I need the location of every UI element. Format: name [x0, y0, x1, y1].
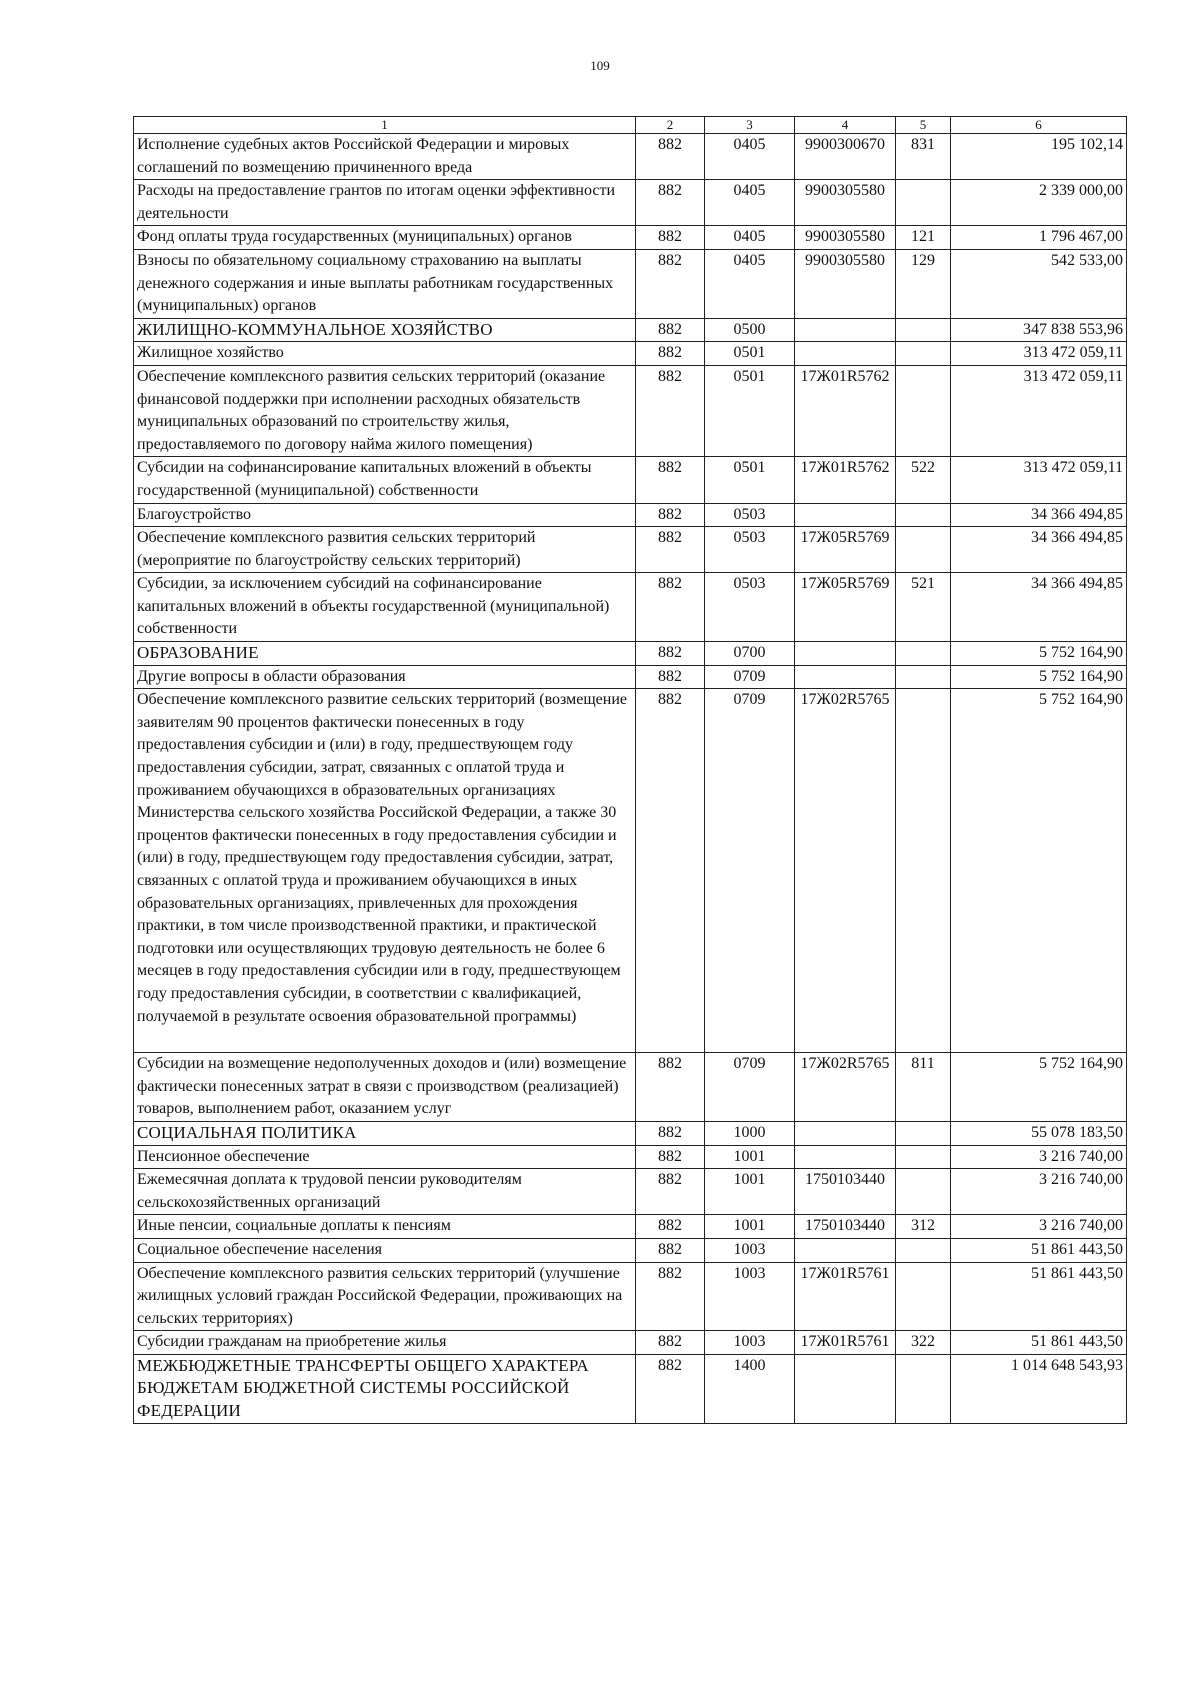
row-section-cell: 0503 [705, 503, 795, 527]
column-header: 5 [896, 117, 951, 134]
table-row [134, 457, 1127, 503]
row-name-cell: Обеспечение комплексного развития сельских территорий (оказание финансовой поддержки при исполнении расходных обязательств муниципальных образований по строительству жилья, предоставляемого по договору найма жилого помещения) [134, 365, 636, 456]
table-row [134, 503, 1127, 527]
row-target-cell: 17Ж01R5761 [795, 1262, 896, 1331]
row-expense-type-cell [896, 1238, 951, 1262]
row-name-cell: Обеспечение комплексного развития сельских территорий (улучшение жилищных условий граждан Российской Федерации, проживающих на сельских территориях) [134, 1262, 636, 1331]
table-row [134, 1215, 1127, 1239]
row-name-cell: Субсидии на софинансирование капитальных вложений в объекты государственной (муниципальной) собственности [134, 457, 636, 503]
row-amount-cell: 51 861 443,50 [951, 1262, 1127, 1331]
row-amount-cell: 1 796 467,00 [951, 226, 1127, 250]
row-target-cell: 17Ж05R5769 [795, 527, 896, 573]
row-ministry-cell: 882 [636, 1262, 705, 1331]
row-expense-type-cell [896, 180, 951, 226]
table-row [134, 1169, 1127, 1215]
row-section-cell: 1003 [705, 1331, 795, 1355]
row-target-cell [795, 1354, 896, 1423]
table-row [134, 1121, 1127, 1145]
row-expense-type-cell [896, 1145, 951, 1169]
row-ministry-cell: 882 [636, 1354, 705, 1423]
row-ministry-cell: 882 [636, 134, 705, 180]
row-name-cell: Пенсионное обеспечение [134, 1145, 636, 1169]
row-expense-type-cell: 831 [896, 134, 951, 180]
row-expense-type-cell [896, 318, 951, 342]
row-section-cell: 0709 [705, 665, 795, 689]
row-expense-type-cell [896, 503, 951, 527]
row-amount-cell: 313 472 059,11 [951, 365, 1127, 456]
row-amount-cell: 542 533,00 [951, 249, 1127, 318]
row-expense-type-cell [896, 689, 951, 1053]
row-amount-cell: 51 861 443,50 [951, 1331, 1127, 1355]
row-target-cell [795, 642, 896, 666]
row-ministry-cell: 882 [636, 573, 705, 642]
row-amount-cell: 5 752 164,90 [951, 689, 1127, 1053]
table-row [134, 249, 1127, 318]
row-section-cell: 0501 [705, 342, 795, 366]
page-number: 109 [590, 58, 610, 73]
table-row [134, 1354, 1127, 1423]
row-ministry-cell: 882 [636, 527, 705, 573]
row-ministry-cell: 882 [636, 503, 705, 527]
row-ministry-cell: 882 [636, 180, 705, 226]
budget-table [133, 116, 1127, 1424]
row-expense-type-cell [896, 1354, 951, 1423]
table-row [134, 180, 1127, 226]
row-section-cell: 0405 [705, 180, 795, 226]
row-name-cell: Обеспечение комплексного развития сельских территорий (мероприятие по благоустройству сельских территорий) [134, 527, 636, 573]
row-target-cell: 1750103440 [795, 1215, 896, 1239]
row-amount-cell: 34 366 494,85 [951, 503, 1127, 527]
row-target-cell [795, 503, 896, 527]
row-name-cell: Субсидии, за исключением субсидий на софинансирование капитальных вложений в объекты государственной (муниципальной) собственности [134, 573, 636, 642]
row-amount-cell: 313 472 059,11 [951, 457, 1127, 503]
column-header: 4 [795, 117, 896, 134]
row-section-cell: 0405 [705, 134, 795, 180]
row-amount-cell: 3 216 740,00 [951, 1215, 1127, 1239]
row-section-cell: 1001 [705, 1145, 795, 1169]
row-name-cell: Фонд оплаты труда государственных (муниципальных) органов [134, 226, 636, 250]
column-header: 2 [636, 117, 705, 134]
row-amount-cell: 347 838 553,96 [951, 318, 1127, 342]
row-ministry-cell: 882 [636, 457, 705, 503]
table-row [134, 365, 1127, 456]
row-section-cell: 0700 [705, 642, 795, 666]
row-expense-type-cell: 322 [896, 1331, 951, 1355]
row-section-cell: 0405 [705, 249, 795, 318]
row-section-cell: 0501 [705, 365, 795, 456]
row-target-cell: 1750103440 [795, 1169, 896, 1215]
row-ministry-cell: 882 [636, 1121, 705, 1145]
row-expense-type-cell: 129 [896, 249, 951, 318]
row-ministry-cell: 882 [636, 249, 705, 318]
row-expense-type-cell [896, 1262, 951, 1331]
row-target-cell: 9900300670 [795, 134, 896, 180]
row-amount-cell: 5 752 164,90 [951, 642, 1127, 666]
row-expense-type-cell [896, 665, 951, 689]
row-ministry-cell: 882 [636, 665, 705, 689]
row-name-cell: Другие вопросы в области образования [134, 665, 636, 689]
row-section-cell: 0500 [705, 318, 795, 342]
row-section-cell: 0503 [705, 527, 795, 573]
table-header-row [134, 117, 1127, 134]
row-name-cell: Взносы по обязательному социальному страхованию на выплаты денежного содержания и иные выплаты работникам государственных (муниципальных) органов [134, 249, 636, 318]
row-name-cell: ОБРАЗОВАНИЕ [134, 642, 636, 666]
row-target-cell: 17Ж02R5765 [795, 689, 896, 1053]
row-name-cell: Субсидии на возмещение недополученных доходов и (или) возмещение фактически понесенных затрат в связи с производством (реализацией) товаров, выполнением работ, оказанием услуг [134, 1053, 636, 1122]
table-row [134, 134, 1127, 180]
row-amount-cell: 34 366 494,85 [951, 527, 1127, 573]
table-row [134, 689, 1127, 1053]
row-expense-type-cell [896, 342, 951, 366]
row-name-cell: Жилищное хозяйство [134, 342, 636, 366]
row-expense-type-cell [896, 527, 951, 573]
row-name-cell: МЕЖБЮДЖЕТНЫЕ ТРАНСФЕРТЫ ОБЩЕГО ХАРАКТЕРА БЮДЖЕТАМ БЮДЖЕТНОЙ СИСТЕМЫ РОССИЙСКОЙ ФЕДЕРАЦИИ [134, 1354, 636, 1423]
row-target-cell: 9900305580 [795, 249, 896, 318]
row-ministry-cell: 882 [636, 1238, 705, 1262]
row-expense-type-cell [896, 1169, 951, 1215]
row-ministry-cell: 882 [636, 1145, 705, 1169]
row-name-cell: Исполнение судебных актов Российской Федерации и мировых соглашений по возмещению причиненного вреда [134, 134, 636, 180]
row-name-cell: Благоустройство [134, 503, 636, 527]
row-target-cell: 17Ж05R5769 [795, 573, 896, 642]
row-ministry-cell: 882 [636, 1169, 705, 1215]
row-target-cell: 17Ж01R5762 [795, 365, 896, 456]
row-target-cell [795, 1145, 896, 1169]
row-target-cell: 17Ж02R5765 [795, 1053, 896, 1122]
row-amount-cell: 34 366 494,85 [951, 573, 1127, 642]
table-row [134, 226, 1127, 250]
row-section-cell: 0709 [705, 1053, 795, 1122]
row-target-cell [795, 1121, 896, 1145]
row-expense-type-cell: 521 [896, 573, 951, 642]
row-expense-type-cell: 811 [896, 1053, 951, 1122]
row-expense-type-cell: 121 [896, 226, 951, 250]
row-ministry-cell: 882 [636, 342, 705, 366]
row-target-cell [795, 318, 896, 342]
column-header: 1 [134, 117, 636, 134]
row-target-cell [795, 1238, 896, 1262]
table-row [134, 1053, 1127, 1122]
table-row [134, 1331, 1127, 1355]
row-section-cell: 1001 [705, 1215, 795, 1239]
row-target-cell: 17Ж01R5761 [795, 1331, 896, 1355]
row-section-cell: 1003 [705, 1262, 795, 1331]
table-row [134, 1145, 1127, 1169]
row-expense-type-cell [896, 1121, 951, 1145]
row-expense-type-cell [896, 642, 951, 666]
row-target-cell: 17Ж01R5762 [795, 457, 896, 503]
row-name-cell: ЖИЛИЩНО-КОММУНАЛЬНОЕ ХОЗЯЙСТВО [134, 318, 636, 342]
row-ministry-cell: 882 [636, 318, 705, 342]
row-section-cell: 0503 [705, 573, 795, 642]
row-name-cell: Ежемесячная доплата к трудовой пенсии руководителям сельскохозяйственных организаций [134, 1169, 636, 1215]
column-header: 3 [705, 117, 795, 134]
row-amount-cell: 1 014 648 543,93 [951, 1354, 1127, 1423]
row-amount-cell: 195 102,14 [951, 134, 1127, 180]
row-expense-type-cell [896, 365, 951, 456]
row-amount-cell: 55 078 183,50 [951, 1121, 1127, 1145]
table-row [134, 318, 1127, 342]
row-target-cell: 9900305580 [795, 180, 896, 226]
row-section-cell: 0501 [705, 457, 795, 503]
table-row [134, 573, 1127, 642]
table-row [134, 1262, 1127, 1331]
row-name-cell: Социальное обеспечение населения [134, 1238, 636, 1262]
row-name-cell: Обеспечение комплексного развитие сельских территорий (возмещение заявителям 90 процентов фактически понесенных в году предоставления субсидии и (или) в году, предшествующем году предоставления субсидии, затрат, связанных с оплатой труда и проживанием обучающихся в образовательных организациях Министерства сельского хозяйства Российской Федерации, а также 30 процентов фактически понесенных в году предоставления субсидии и (или) в году, предшествующем году предоставления субсидии, затрат, связанных с оплатой труда и проживанием обучающихся в иных образовательных организациях, привлеченных для прохождения практики, в том числе производственной практики, и практической подготовки или осуществляющих трудовую деятельность не более 6 месяцев в году предоставления субсидии или в году, предшествующем году предоставления субсидии, в соответствии с квалификацией, получаемой в результате освоения образовательной программы) [134, 689, 636, 1053]
table-row [134, 642, 1127, 666]
row-ministry-cell: 882 [636, 1053, 705, 1122]
row-amount-cell: 3 216 740,00 [951, 1169, 1127, 1215]
row-name-cell: СОЦИАЛЬНАЯ ПОЛИТИКА [134, 1121, 636, 1145]
row-ministry-cell: 882 [636, 689, 705, 1053]
row-section-cell: 0405 [705, 226, 795, 250]
row-section-cell: 1000 [705, 1121, 795, 1145]
row-target-cell: 9900305580 [795, 226, 896, 250]
row-amount-cell: 313 472 059,11 [951, 342, 1127, 366]
row-target-cell [795, 665, 896, 689]
row-amount-cell: 3 216 740,00 [951, 1145, 1127, 1169]
row-name-cell: Субсидии гражданам на приобретение жилья [134, 1331, 636, 1355]
row-target-cell [795, 342, 896, 366]
row-amount-cell: 2 339 000,00 [951, 180, 1127, 226]
table-row [134, 1238, 1127, 1262]
row-ministry-cell: 882 [636, 1331, 705, 1355]
table-row [134, 527, 1127, 573]
row-ministry-cell: 882 [636, 226, 705, 250]
row-ministry-cell: 882 [636, 1215, 705, 1239]
row-section-cell: 0709 [705, 689, 795, 1053]
row-name-cell: Иные пенсии, социальные доплаты к пенсиям [134, 1215, 636, 1239]
row-section-cell: 1400 [705, 1354, 795, 1423]
row-expense-type-cell: 312 [896, 1215, 951, 1239]
row-ministry-cell: 882 [636, 642, 705, 666]
row-name-cell: Расходы на предоставление грантов по итогам оценки эффективности деятельности [134, 180, 636, 226]
row-amount-cell: 5 752 164,90 [951, 1053, 1127, 1122]
row-ministry-cell: 882 [636, 365, 705, 456]
row-section-cell: 1001 [705, 1169, 795, 1215]
row-expense-type-cell: 522 [896, 457, 951, 503]
row-amount-cell: 51 861 443,50 [951, 1238, 1127, 1262]
column-header: 6 [951, 117, 1127, 134]
row-section-cell: 1003 [705, 1238, 795, 1262]
table-row [134, 665, 1127, 689]
row-amount-cell: 5 752 164,90 [951, 665, 1127, 689]
table-row [134, 342, 1127, 366]
